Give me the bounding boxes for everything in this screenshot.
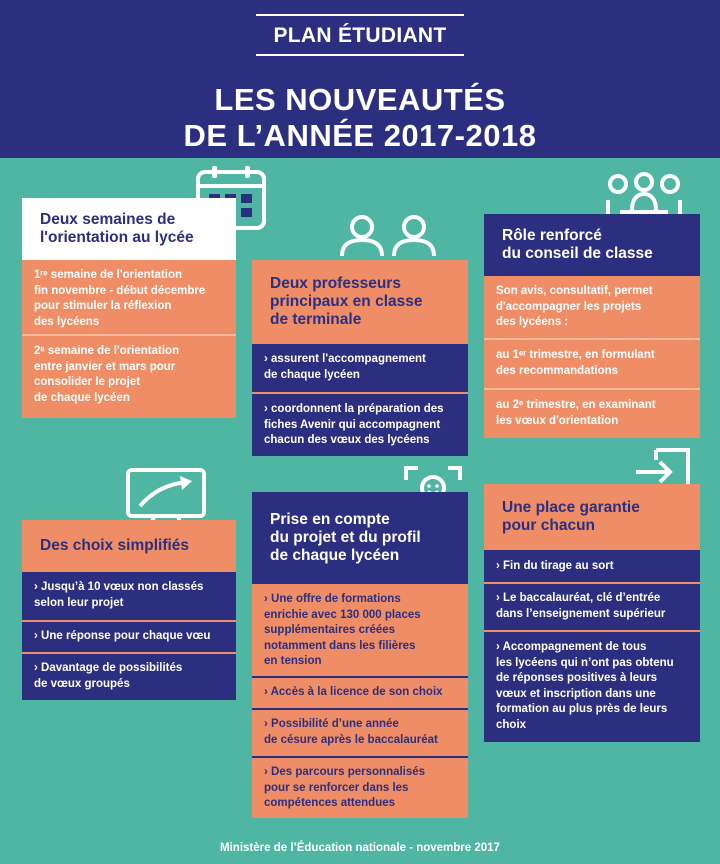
list-item (22, 654, 236, 700)
item-line: de césure après le baccalauréat (264, 733, 438, 746)
item-line: de vœux groupés (34, 677, 130, 690)
item-line: selon leur projet (34, 596, 124, 609)
title-line: du conseil de classe (502, 245, 653, 262)
list-item (484, 584, 700, 630)
item-line: chacun des vœux des lycéens (264, 434, 430, 446)
item-line: › Jusqu’à 10 vœux non classés (34, 581, 204, 593)
item-line: Son avis, consultatif, permet (496, 285, 653, 297)
item-line: entre janvier et mars pour (34, 360, 176, 373)
item-line: de chaque lycéen (34, 391, 130, 404)
list-item (22, 260, 236, 334)
item-line: en tension (264, 655, 322, 667)
card-choix (22, 520, 236, 700)
list-item (252, 758, 468, 818)
item-line: › Des parcours personnalisés (264, 766, 426, 778)
card-orientation (22, 198, 236, 418)
card-conseil-title (484, 214, 700, 276)
item-line: compétences attendues (264, 797, 396, 809)
two-people-icon (336, 212, 442, 262)
item-line: des recommandations (496, 364, 619, 377)
item-line: 1ʳᵉ semaine de l'orientation (34, 269, 182, 281)
item-line: enrichie avec 130 000 places (264, 608, 421, 621)
title-line-2: DE L’ANNÉE 2017-2018 (183, 118, 537, 153)
card-choix-title (22, 520, 236, 572)
item-line: › Davantage de possibilités (34, 662, 183, 674)
item-line: › Accès à la licence de son choix (264, 686, 443, 698)
page-title (0, 82, 720, 154)
card-professeurs-title (252, 260, 468, 344)
item-line: › Fin du tirage au sort (496, 560, 614, 572)
item-line: fiches Avenir qui accompagnent (264, 418, 441, 431)
item-line: au 1ᵉʳ trimestre, en formulant (496, 349, 655, 361)
title-line: pour chacun (502, 517, 596, 534)
title-line: Prise en compte (270, 511, 390, 528)
item-line: notamment dans les filières (264, 639, 416, 652)
item-line: les vœux d'orientation (496, 414, 619, 427)
title-line: Deux semaines de (40, 211, 176, 228)
item-line: › Accompagnement de tous (496, 641, 647, 653)
item-line: › Une offre de formations (264, 593, 401, 605)
list-item (252, 710, 468, 756)
title-line: de terminale (270, 311, 362, 328)
title-line: Deux professeurs (270, 275, 401, 292)
item-line: d'accompagner les projets (496, 300, 642, 313)
list-item (22, 622, 236, 652)
list-item (252, 584, 468, 676)
footer-credit: Ministère de l’Éducation nationale - novembre 2017 (220, 842, 500, 854)
item-line: supplémentaires créées (264, 624, 396, 636)
item-line: vœux et inscription dans une (496, 687, 656, 700)
item-line: pour se renforcer dans les (264, 781, 409, 794)
title-line: de chaque lycéen (270, 547, 400, 564)
title-line: Rôle renforcé (502, 227, 602, 244)
card-place-title (484, 484, 700, 550)
title-line: l'orientation au lycée (40, 229, 194, 246)
item-line: dans l’enseignement supérieur (496, 607, 666, 620)
item-line: choix (496, 718, 527, 731)
item-line: › Possibilité d’une année (264, 718, 399, 730)
kicker-rule-top (256, 14, 464, 16)
item-line: formation au plus près de leurs (496, 703, 668, 715)
item-line: › assurent l'accompagnement (264, 353, 426, 365)
list-item (484, 632, 700, 742)
item-line: › Une réponse pour chaque vœu (34, 630, 211, 642)
list-item (252, 344, 468, 392)
item-line: de chaque lycéen (264, 368, 360, 381)
kicker-rule-bottom (256, 54, 464, 56)
list-item (22, 572, 236, 620)
title-line: Une place garantie (502, 499, 640, 516)
title-line: du projet et du profil (270, 529, 421, 546)
list-item (22, 336, 236, 418)
item-line: des lycéens : (496, 316, 569, 328)
item-line: consolider le projet (34, 376, 141, 388)
list-item (484, 340, 700, 388)
card-professeurs (252, 260, 468, 456)
list-item (252, 394, 468, 456)
header (0, 0, 720, 158)
list-item (484, 550, 700, 582)
item-line: 2ᵉ semaine de l'orientation (34, 345, 180, 357)
kicker: PLAN ÉTUDIANT (273, 24, 447, 47)
list-item (252, 678, 468, 708)
card-projet (252, 492, 468, 818)
title-line: principaux en classe (270, 293, 423, 310)
list-item (484, 276, 700, 338)
item-line: des lycéens (34, 315, 100, 328)
item-line: › coordonnent la préparation des (264, 403, 444, 415)
title-line-1: LES NOUVEAUTÉS (214, 82, 506, 117)
list-item (484, 390, 700, 438)
item-line: au 2ᵉ trimestre, en examinant (496, 399, 656, 411)
item-line: fin novembre - début décembre (34, 284, 206, 297)
card-conseil (484, 214, 700, 438)
card-place (484, 484, 700, 742)
item-line: de réponses positives à leurs (496, 672, 658, 684)
item-line: les lycéens qui n’ont pas obtenu (496, 656, 674, 669)
title-line: Des choix simplifiés (40, 537, 190, 554)
item-line: › Le baccalauréat, clé d’entrée (496, 592, 661, 604)
item-line: pour stimuler la réflexion (34, 300, 172, 312)
card-orientation-title (22, 198, 236, 260)
card-projet-title (252, 492, 468, 584)
